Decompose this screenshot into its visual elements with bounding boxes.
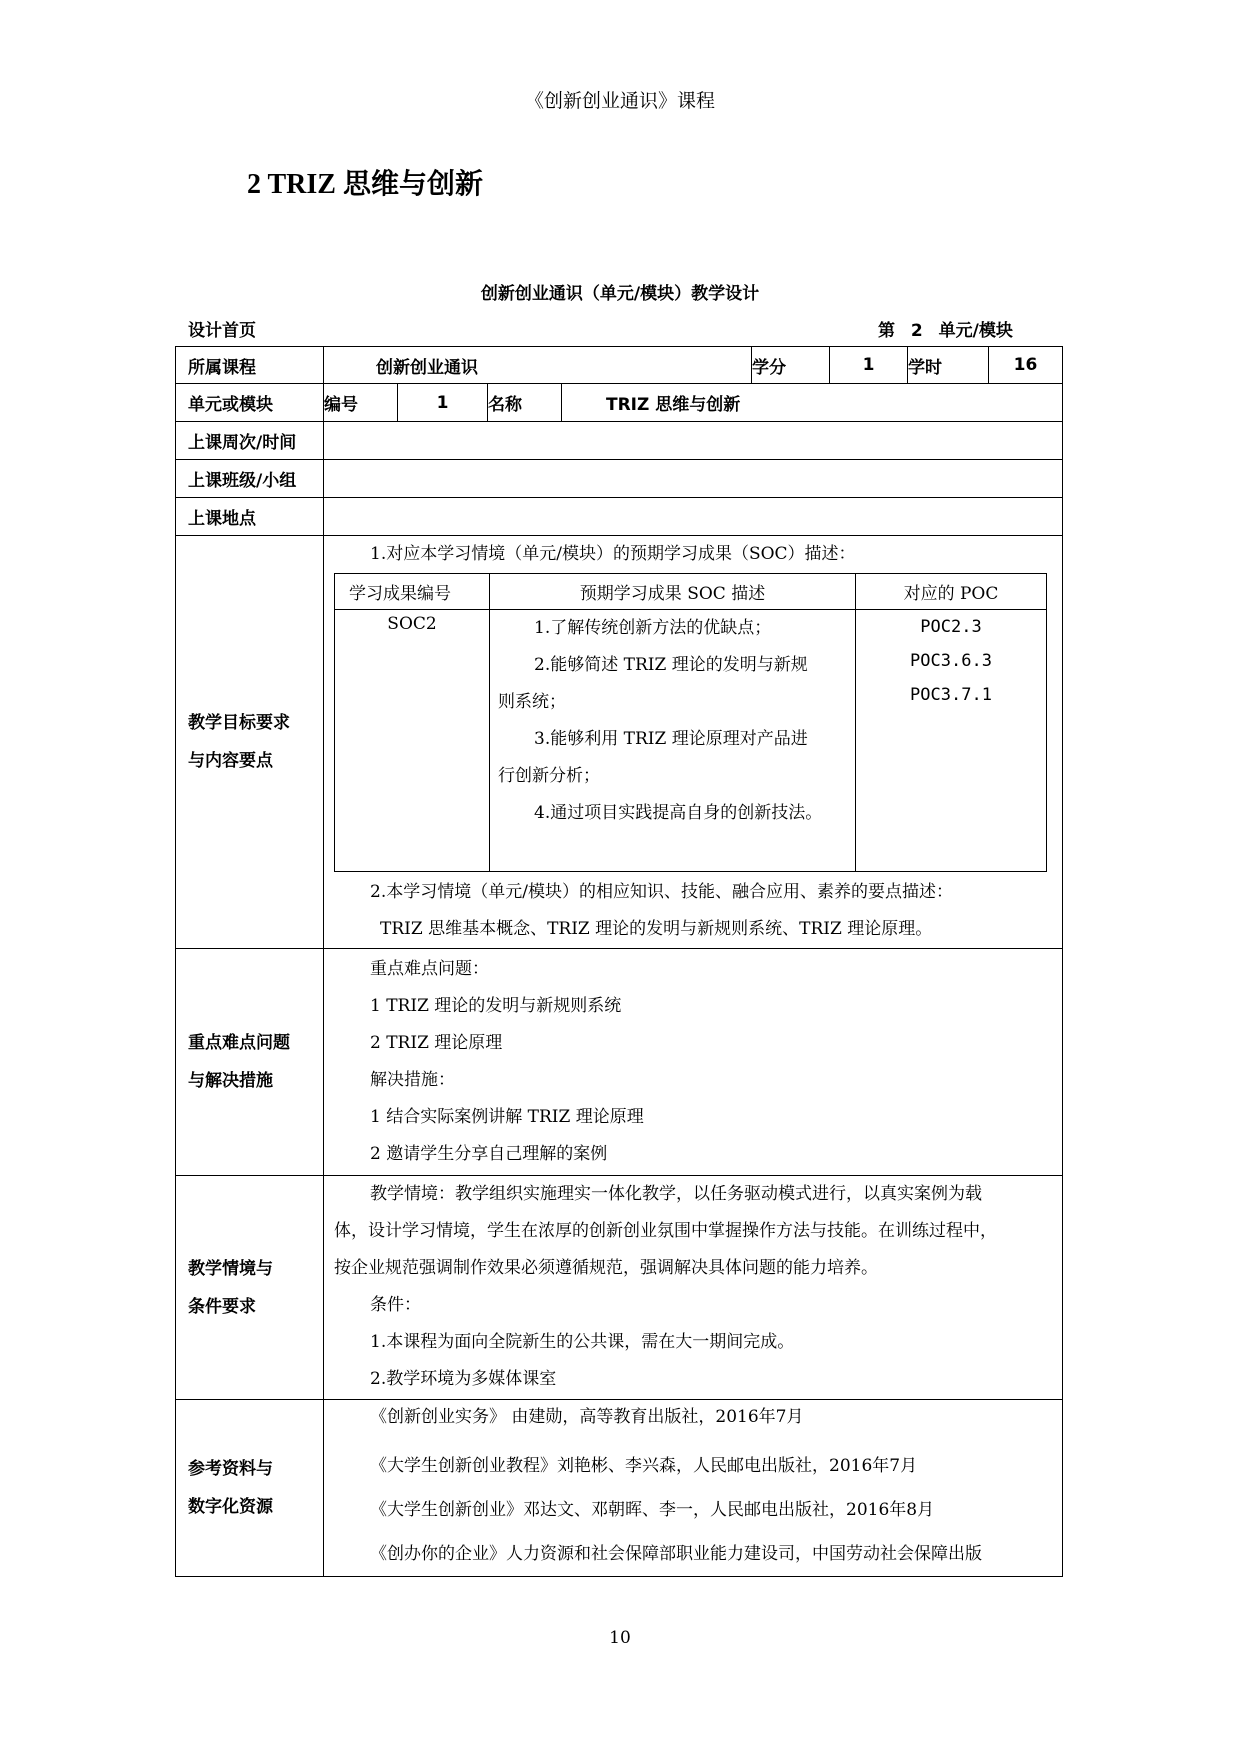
number-value: 1 [398,384,488,422]
key-points-content [324,949,1063,1176]
context-content [324,1176,1063,1400]
key-points-label [176,949,324,1176]
objectives-point2-detail: TRIZ 思维基本概念、TRIZ 理论的发明与新规则系统、TRIZ 理论原理。 [380,919,933,939]
soc-line-4: 3.能够利用 TRIZ 理论原理对产品进 [534,729,808,749]
context-label-line2: 条件要求 [188,1296,256,1317]
key-points-row [176,949,1063,1176]
reference-line: 《创办你的企业》人力资源和社会保障部职业能力建设司，中国劳动社会保障出版 [370,1544,982,1564]
design-table [175,346,1063,1577]
soc-header-desc: 预期学习成果 SOC 描述 [490,574,856,610]
soc-table [334,573,1047,872]
class-group-value [324,460,1063,498]
objectives-point2: 2.本学习情境（单元/模块）的相应知识、技能、融合应用、素养的要点描述： [370,882,953,902]
context-line: 按企业规范强调制作效果必须遵循规范，强调解决具体问题的能力培养。 [334,1258,878,1278]
soc-line-3: 则系统； [498,692,566,712]
location-value [324,498,1063,536]
context-label-line1: 教学情境与 [188,1258,273,1279]
key-point-line: 1 TRIZ 理论的发明与新规则系统 [370,996,622,1016]
soc-line-5: 行创新分析； [498,766,600,786]
references-content [324,1400,1063,1577]
course-label: 所属课程 [176,347,324,384]
references-label [176,1400,324,1577]
week-time-row [176,422,1063,460]
page-number: 10 [609,1628,631,1648]
document-title: 创新创业通识（单元/模块）教学设计 [480,284,760,304]
references-label-line1: 参考资料与 [188,1459,273,1479]
course-value: 创新创业通识 [324,347,752,384]
key-point-line: 2 TRIZ 理论原理 [370,1033,503,1053]
references-row [176,1400,1063,1577]
section-title: 2 TRIZ 思维与创新 [247,169,483,200]
context-line: 条件： [370,1295,421,1315]
credit-label: 学分 [752,347,830,384]
class-group-label: 上课班级/小组 [176,460,324,498]
unit-label: 单元或模块 [176,384,324,422]
week-time-value [324,422,1063,460]
soc-line-1: 1.了解传统创新方法的优缺点； [534,618,772,638]
location-label: 上课地点 [176,498,324,536]
unit-name-value: TRIZ 思维与创新 [562,384,1063,422]
context-label [176,1176,324,1400]
key-point-line: 2 邀请学生分享自己理解的案例 [370,1144,608,1164]
objectives-intro: 1.对应本学习情境（单元/模块）的预期学习成果（SOC）描述： [370,544,856,564]
poc-item: POC2.3 [920,617,982,637]
unit-number-label: 第 2 单元/模块 [878,321,1013,341]
class-group-row [176,460,1063,498]
objectives-label [176,536,324,949]
first-page-label: 设计首页 [188,321,256,341]
key-point-line: 解决措施： [370,1070,455,1090]
objectives-label-line1: 教学目标要求 [188,713,290,733]
hours-value: 16 [989,347,1063,384]
name-label: 名称 [488,384,562,422]
unit-row [176,384,1063,422]
number-label: 编号 [324,384,398,422]
poc-list [856,610,1047,872]
reference-line: 《大学生创新创业教程》刘艳彬、李兴森，人民邮电出版社，2016年7月 [370,1456,918,1476]
context-line: 2.教学环境为多媒体课室 [370,1369,557,1389]
references-label-line2: 数字化资源 [188,1497,273,1517]
context-line: 教学情境：教学组织实施理实一体化教学，以任务驱动模式进行，以真实案例为载 [370,1184,982,1204]
location-row [176,498,1063,536]
key-point-line: 重点难点问题： [370,959,489,979]
key-points-label-line1: 重点难点问题 [188,1033,290,1053]
credit-value: 1 [830,347,908,384]
soc-line-2: 2.能够简述 TRIZ 理论的发明与新规 [534,655,808,675]
soc-body-row [335,610,1047,872]
hours-label: 学时 [908,347,989,384]
poc-item: POC3.7.1 [910,685,992,705]
context-row [176,1176,1063,1400]
objectives-content [324,536,1063,949]
soc-line-6: 4.通过项目实践提高自身的创新技法。 [534,803,823,823]
week-time-label: 上课周次/时间 [176,422,324,460]
context-line: 1.本课程为面向全院新生的公共课，需在大一期间完成。 [370,1332,795,1352]
key-points-label-line2: 与解决措施 [188,1071,273,1091]
reference-line: 《创新创业实务》 由建勋，高等教育出版社，2016年7月 [370,1407,804,1427]
key-point-line: 1 结合实际案例讲解 TRIZ 理论原理 [370,1107,644,1127]
reference-line: 《大学生创新创业》邓达文、邓朝晖、李一，人民邮电出版社，2016年8月 [370,1500,935,1520]
course-row [176,347,1063,384]
objectives-row [176,536,1063,949]
soc-code: SOC2 [335,610,490,872]
poc-item: POC3.6.3 [910,651,992,671]
soc-description [490,610,856,872]
context-line: 体，设计学习情境，学生在浓厚的创新创业氛围中掌握操作方法与技能。在训练过程中， [334,1221,997,1241]
soc-header-poc: 对应的 POC [856,574,1047,610]
soc-header-code: 学习成果编号 [335,574,490,610]
objectives-label-line2: 与内容要点 [188,751,273,771]
soc-header-row [335,574,1047,610]
course-header: 《创新创业通识》课程 [524,90,715,112]
